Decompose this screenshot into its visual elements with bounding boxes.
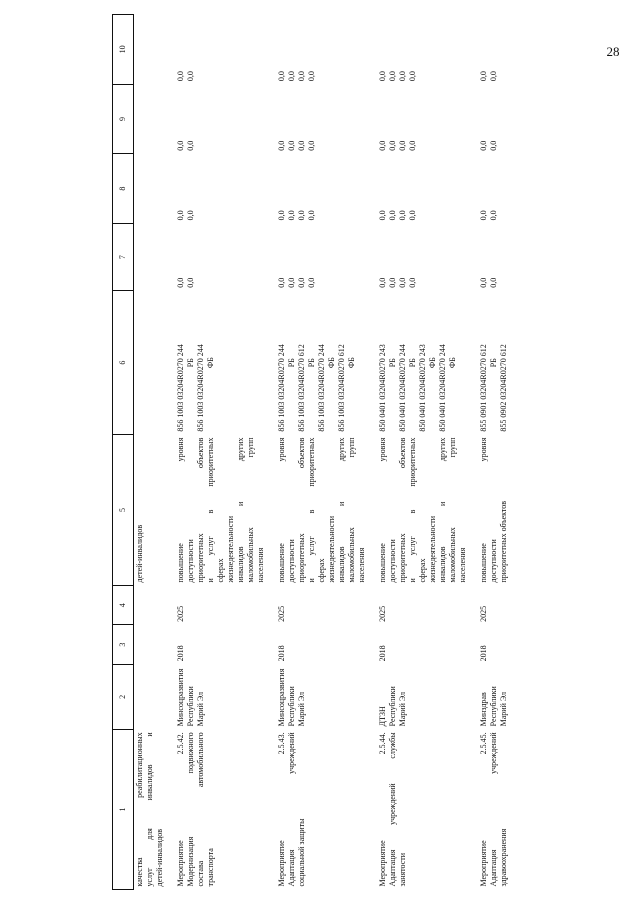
cell-line: качества реабилитационных — [135, 732, 144, 887]
cell-line: Минсоцразвития — [176, 668, 185, 727]
cell-line: 0,0 — [176, 210, 185, 221]
cell-line: услуг для инвалидов и — [145, 732, 154, 887]
cell-line: 0,0 — [277, 140, 286, 151]
cell-line: 0,0 — [489, 277, 498, 288]
cell-line: ФБ — [327, 357, 336, 369]
cell-line: приоритетных объектов — [196, 437, 205, 583]
cell-col-8 — [368, 154, 469, 224]
cell-line: 855 0901 03204R0270 612 — [479, 344, 488, 432]
cell-line: 0,0 — [277, 277, 286, 288]
cell-col-2 — [134, 664, 167, 729]
cell-line: 2025 — [277, 605, 286, 622]
cell-line: доступности — [388, 539, 397, 583]
table-row — [267, 15, 368, 890]
cell-col-7 — [134, 223, 167, 290]
cell-line: приоритетных объектов — [297, 437, 306, 583]
cell-line: 0,0 — [307, 210, 316, 221]
table-row — [368, 15, 469, 890]
cell-line: РБ — [489, 358, 498, 368]
cell-col-3 — [368, 625, 469, 664]
cell-line: ФБ — [347, 357, 356, 369]
cell-col-3 — [166, 625, 267, 664]
table-row — [469, 15, 510, 890]
cell-col-3 — [134, 625, 167, 664]
cell-line: маломобильных групп — [347, 437, 356, 583]
cell-col-5 — [166, 435, 267, 586]
cell-line: РБ — [388, 358, 397, 368]
cell-line: Мероприятие 2.5.43. — [277, 732, 286, 887]
cell-line: 856 1003 03204R0270 612 — [337, 344, 346, 432]
cell-line: 0,0 — [398, 140, 407, 151]
cell-line: и услуг в приоритетных — [408, 437, 417, 583]
cell-line: 2018 — [378, 645, 387, 662]
cell-line: и услуг в приоритетных — [307, 437, 316, 583]
cell-col-3 — [469, 625, 510, 664]
cell-line: 856 1003 03204R0270 244 — [277, 344, 286, 432]
cell-line: 0,0 — [408, 71, 417, 82]
cell-col-9 — [134, 84, 167, 154]
cell-line: повышение уровня — [176, 437, 185, 583]
cell-line: Адаптация учреждений — [489, 732, 498, 887]
cell-line: 0,0 — [277, 210, 286, 221]
cell-line: 0,0 — [378, 277, 387, 288]
column-header-1: 1 — [113, 729, 134, 889]
cell-line: Марий Эл — [196, 691, 205, 727]
cell-line: 2018 — [277, 645, 286, 662]
cell-line: населения — [458, 547, 467, 583]
cell-col-8 — [134, 154, 167, 224]
cell-line: 0,0 — [287, 140, 296, 151]
cell-col-4 — [368, 585, 469, 624]
cell-line: повышение уровня — [479, 437, 488, 583]
cell-line: повышение уровня — [378, 437, 387, 583]
cell-line: доступности — [186, 539, 195, 583]
cell-line: 0,0 — [479, 71, 488, 82]
cell-col-1 — [134, 729, 167, 889]
cell-line: сферах — [317, 558, 326, 583]
cell-line: жизнедеятельности — [226, 515, 235, 583]
cell-col-1 — [166, 729, 267, 889]
cell-line: ФБ — [206, 357, 215, 369]
cell-col-4 — [134, 585, 167, 624]
cell-col-10 — [166, 15, 267, 85]
cell-col-4 — [469, 585, 510, 624]
cell-line: 0,0 — [378, 210, 387, 221]
cell-line: 0,0 — [408, 210, 417, 221]
cell-line: 2025 — [176, 605, 185, 622]
cell-line: 2018 — [479, 645, 488, 662]
cell-line: и услуг в приоритетных — [206, 437, 215, 583]
cell-line: Модернизация подвижного — [186, 732, 195, 887]
cell-col-6 — [368, 291, 469, 435]
cell-line: жизнедеятельности — [428, 515, 437, 583]
cell-col-8 — [469, 154, 510, 224]
cell-line: 0,0 — [297, 71, 306, 82]
cell-col-9 — [368, 84, 469, 154]
column-header-9: 9 — [113, 84, 134, 154]
cell-col-3 — [267, 625, 368, 664]
cell-line: 0,0 — [489, 71, 498, 82]
cell-line: 0,0 — [408, 277, 417, 288]
cell-col-8 — [267, 154, 368, 224]
cell-line: здравоохранения — [499, 828, 508, 887]
cell-line: 0,0 — [479, 210, 488, 221]
cell-line: 0,0 — [186, 210, 195, 221]
cell-col-10 — [469, 15, 510, 85]
cell-col-6 — [134, 291, 167, 435]
cell-line: Минсоцразвития — [277, 668, 286, 727]
cell-col-5 — [134, 435, 167, 586]
cell-line: РБ — [408, 358, 417, 368]
cell-line: 0,0 — [388, 71, 397, 82]
cell-line: населения — [357, 547, 366, 583]
cell-col-1 — [267, 729, 368, 889]
cell-line: Марий Эл — [499, 691, 508, 727]
cell-col-2 — [368, 664, 469, 729]
cell-line: ФБ — [428, 357, 437, 369]
cell-col-4 — [166, 585, 267, 624]
cell-line: 0,0 — [297, 277, 306, 288]
cell-line: Мероприятие 2.5.44. — [378, 732, 387, 887]
cell-line: ДТЗН — [378, 706, 387, 727]
cell-line: Мероприятие 2.5.42. — [176, 732, 185, 887]
cell-line: инвалидов и других — [438, 437, 447, 583]
cell-line: занятости — [398, 852, 407, 887]
cell-col-2 — [166, 664, 267, 729]
budget-table — [112, 14, 510, 890]
cell-line: 850 0401 03204R0270 244 — [438, 344, 447, 432]
cell-line: ФБ — [448, 357, 457, 369]
cell-col-9 — [267, 84, 368, 154]
cell-line: Адаптация учреждений — [287, 732, 296, 887]
cell-line: инвалидов и других — [337, 437, 346, 583]
cell-line: 0,0 — [287, 277, 296, 288]
cell-line: РБ — [186, 358, 195, 368]
column-header-4: 4 — [113, 585, 134, 624]
cell-line: сферах — [418, 558, 427, 583]
cell-col-5 — [469, 435, 510, 586]
column-header-10: 10 — [113, 15, 134, 85]
cell-col-4 — [267, 585, 368, 624]
cell-col-8 — [166, 154, 267, 224]
cell-line: 0,0 — [176, 71, 185, 82]
cell-line: 0,0 — [186, 277, 195, 288]
cell-col-10 — [134, 15, 167, 85]
cell-line: Марий Эл — [398, 691, 407, 727]
cell-line: 0,0 — [398, 277, 407, 288]
table-body — [134, 15, 511, 890]
cell-col-6 — [166, 291, 267, 435]
cell-line: доступности — [489, 539, 498, 583]
cell-line: 0,0 — [378, 140, 387, 151]
cell-line: 0,0 — [297, 140, 306, 151]
table-row — [166, 15, 267, 890]
cell-line: состава автомобильного — [196, 732, 205, 887]
cell-line: 0,0 — [176, 277, 185, 288]
cell-col-7 — [469, 223, 510, 290]
cell-line: 2025 — [378, 605, 387, 622]
column-header-5: 5 — [113, 435, 134, 586]
cell-line: доступности — [287, 539, 296, 583]
cell-line: 0,0 — [307, 71, 316, 82]
cell-line: 0,0 — [489, 140, 498, 151]
cell-line: 856 1003 03204R0270 612 — [297, 344, 306, 432]
cell-col-5 — [267, 435, 368, 586]
cell-line: 856 1003 03204R0270 244 — [176, 344, 185, 432]
cell-col-2 — [469, 664, 510, 729]
cell-line: 0,0 — [186, 140, 195, 151]
cell-col-9 — [166, 84, 267, 154]
cell-line: Мероприятие 2.5.45. — [479, 732, 488, 887]
header-row — [113, 15, 134, 890]
cell-col-6 — [469, 291, 510, 435]
cell-col-10 — [368, 15, 469, 85]
cell-line: Республики — [287, 686, 296, 727]
cell-col-6 — [267, 291, 368, 435]
cell-line: 0,0 — [307, 277, 316, 288]
cell-line: населения — [256, 547, 265, 583]
cell-line: 0,0 — [479, 140, 488, 151]
cell-line: Республики — [489, 686, 498, 727]
column-header-8: 8 — [113, 154, 134, 224]
cell-col-7 — [166, 223, 267, 290]
cell-line: 0,0 — [378, 71, 387, 82]
cell-line: 0,0 — [388, 210, 397, 221]
cell-line: 850 0401 03204R0270 243 — [418, 344, 427, 432]
cell-col-7 — [267, 223, 368, 290]
cell-line: 0,0 — [408, 140, 417, 151]
cell-line: транспорта — [206, 848, 215, 887]
column-header-3: 3 — [113, 625, 134, 664]
cell-line: маломобильных групп — [246, 437, 255, 583]
cell-col-1 — [469, 729, 510, 889]
cell-col-9 — [469, 84, 510, 154]
cell-line: 0,0 — [307, 140, 316, 151]
cell-line: социальной защиты — [297, 818, 306, 887]
cell-line: приоритетных объектов — [398, 437, 407, 583]
cell-col-1 — [368, 729, 469, 889]
cell-line: 850 0401 03204R0270 243 — [378, 344, 387, 432]
cell-line: РБ — [307, 358, 316, 368]
cell-line: 0,0 — [479, 277, 488, 288]
cell-line: 0,0 — [176, 140, 185, 151]
cell-col-7 — [368, 223, 469, 290]
cell-line: 0,0 — [398, 71, 407, 82]
cell-line: 0,0 — [287, 71, 296, 82]
cell-line: 855 0902 03204R0270 612 — [499, 344, 508, 432]
cell-line: жизнедеятельности — [327, 515, 336, 583]
cell-line: инвалидов и других — [236, 437, 245, 583]
cell-line: 0,0 — [297, 210, 306, 221]
cell-line: маломобильных групп — [448, 437, 457, 583]
cell-line: 0,0 — [388, 140, 397, 151]
cell-line: детей-инвалидов — [135, 524, 144, 583]
page-number: 28 — [606, 44, 620, 59]
cell-line: Адаптация учреждений службы — [388, 732, 397, 887]
cell-line: 856 1003 03204R0270 244 — [317, 344, 326, 432]
table-row — [134, 15, 167, 890]
cell-line: 856 1003 03204R0270 244 — [196, 344, 205, 432]
cell-line: сферах — [216, 558, 225, 583]
cell-line: детей-инвалидов — [155, 828, 164, 887]
cell-line: 0,0 — [287, 210, 296, 221]
column-header-7: 7 — [113, 223, 134, 290]
column-header-6: 6 — [113, 291, 134, 435]
cell-line: 2025 — [479, 605, 488, 622]
cell-line: приоритетных объектов — [499, 500, 508, 583]
cell-line: 0,0 — [398, 210, 407, 221]
cell-line: Марий Эл — [297, 691, 306, 727]
cell-line: 0,0 — [277, 71, 286, 82]
table-header — [113, 15, 134, 890]
cell-col-10 — [267, 15, 368, 85]
rotated-table-container — [112, 14, 622, 890]
cell-line: 850 0401 03204R0270 244 — [398, 344, 407, 432]
cell-line: Минздрав — [479, 692, 488, 727]
cell-col-5 — [368, 435, 469, 586]
cell-line: 0,0 — [388, 277, 397, 288]
cell-line: 0,0 — [489, 210, 498, 221]
cell-line: РБ — [287, 358, 296, 368]
cell-line: 2018 — [176, 645, 185, 662]
cell-line: 0,0 — [186, 71, 195, 82]
column-header-2: 2 — [113, 664, 134, 729]
cell-line: Республики — [186, 686, 195, 727]
cell-line: повышение уровня — [277, 437, 286, 583]
cell-col-2 — [267, 664, 368, 729]
cell-line: Республики — [388, 686, 397, 727]
